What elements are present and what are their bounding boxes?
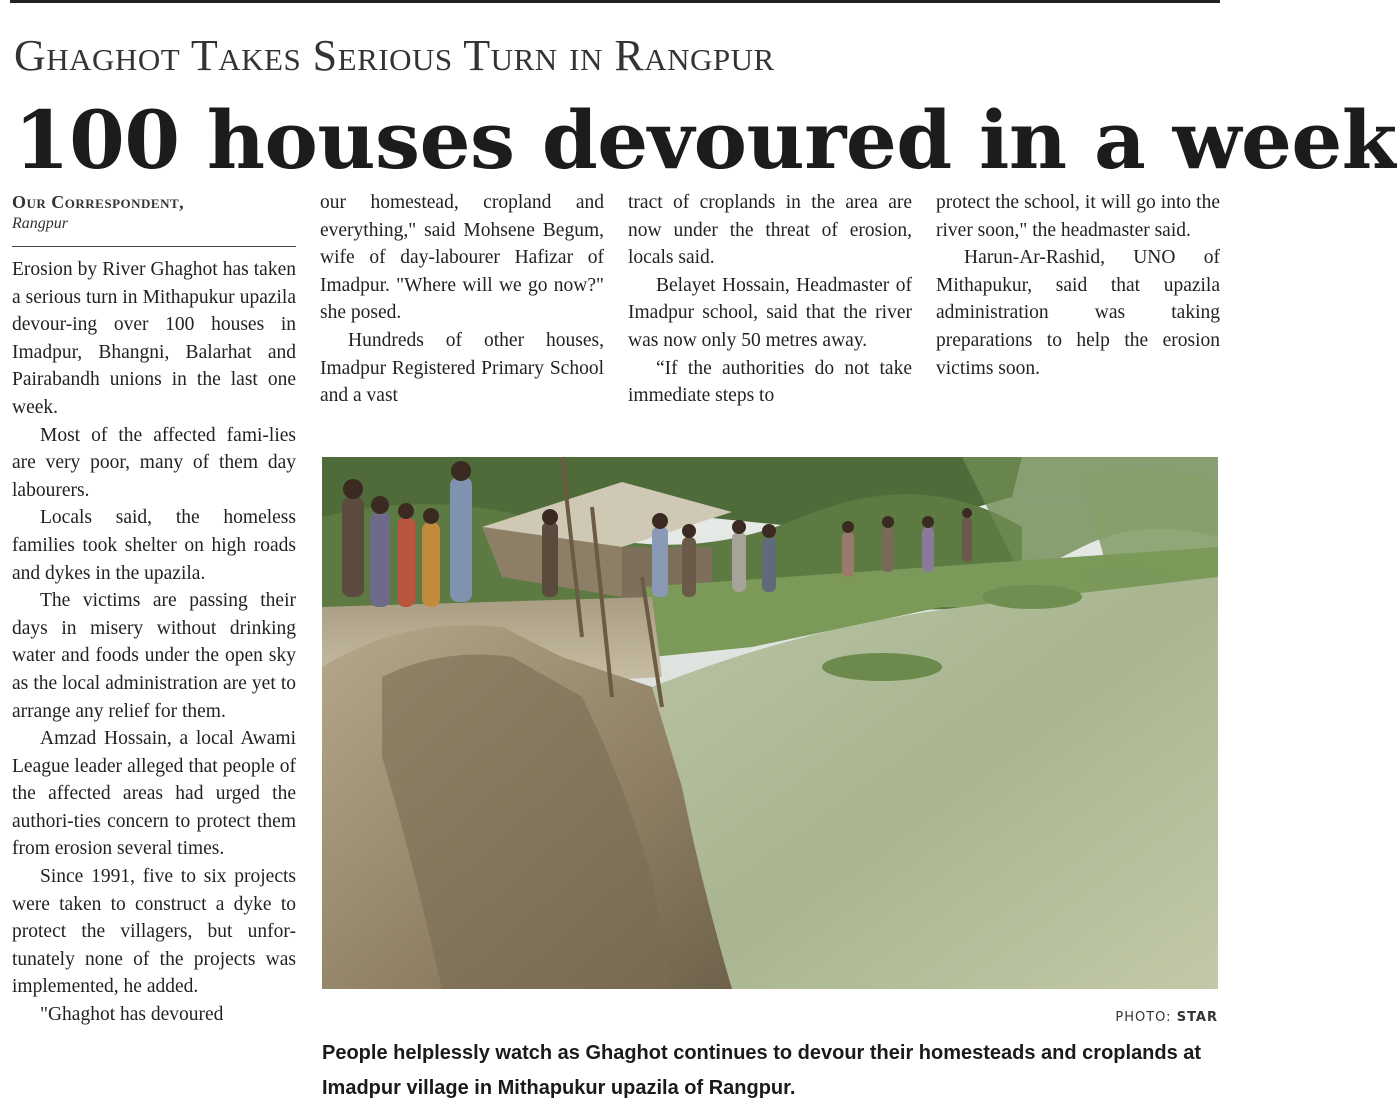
- byline: [12, 192, 296, 233]
- photo-credit: [1115, 1010, 1218, 1025]
- paragraph: Erosion by River Ghaghot has taken a serious turn in Mithapukur upazila devour-ing over 100 houses in Imadpur, Bhangni, Balarhat and Pairabandh unions in the last one week.: [12, 259, 296, 418]
- paragraph: Belayet Hossain, Headmaster of Imadpur school, said that the river was now only 50 metres away.: [628, 274, 912, 351]
- kicker-headline: Ghaghot Takes Serious Turn in Rangpur: [14, 31, 775, 80]
- news-photo: [322, 457, 1218, 989]
- main-headline: 100 houses devoured in a week: [14, 93, 1397, 187]
- article-column-2: [320, 189, 604, 410]
- byline-name: Our Correspondent,: [12, 192, 185, 212]
- article-column-3: [628, 189, 912, 410]
- photo-caption: People helplessly watch as Ghaghot continues to devour their homesteads and croplands at Imadpur village in Mithapukur upazila of Rangpur.: [322, 1042, 1202, 1099]
- paragraph: tract of croplands in the area are now under the threat of erosion, locals said.: [628, 192, 912, 269]
- article-column-4: [936, 189, 1220, 382]
- byline-divider: [12, 246, 296, 247]
- byline-place: Rangpur: [12, 215, 68, 232]
- article-column-1: [12, 256, 296, 1108]
- paragraph: Since 1991, five to six projects were taken to construct a dyke to protect the villagers, but unfor-tunately none of the projects was implemented, he added.: [12, 866, 296, 998]
- paragraph: Most of the affected fami-lies are very poor, many of them day labourers.: [12, 424, 296, 501]
- photo-credit-source: STAR: [1176, 1010, 1218, 1025]
- paragraph: “If the authorities do not take immediate steps to: [628, 357, 912, 407]
- paragraph: protect the school, it will go into the river soon," the headmaster said.: [936, 192, 1220, 241]
- paragraph: "Ghaghot has devoured: [40, 1004, 224, 1026]
- paragraph: our homestead, cropland and everything," said Mohsene Begum, wife of day-labourer Hafizar of Imadpur. "Where will we go now?" she posed.: [320, 192, 604, 324]
- top-rule: [10, 0, 1220, 3]
- paragraph: Locals said, the homeless families took shelter on high roads and dykes in the upazila.: [12, 507, 296, 584]
- paragraph: The victims are passing their days in misery without drinking water and foods under the open sky as the local administration are yet to arrange any relief for them.: [12, 590, 296, 722]
- paragraph: Harun-Ar-Rashid, UNO of Mithapukur, said that upazila administration was taking preparations to help the erosion victims soon.: [936, 247, 1220, 379]
- photo-credit-prefix: PHOTO:: [1115, 1010, 1172, 1025]
- paragraph: Hundreds of other houses, Imadpur Registered Primary School and a vast: [320, 329, 604, 407]
- paragraph: Amzad Hossain, a local Awami League leader alleged that people of the affected areas had urged the authori-ties concern to protect them from erosion several times.: [12, 728, 296, 860]
